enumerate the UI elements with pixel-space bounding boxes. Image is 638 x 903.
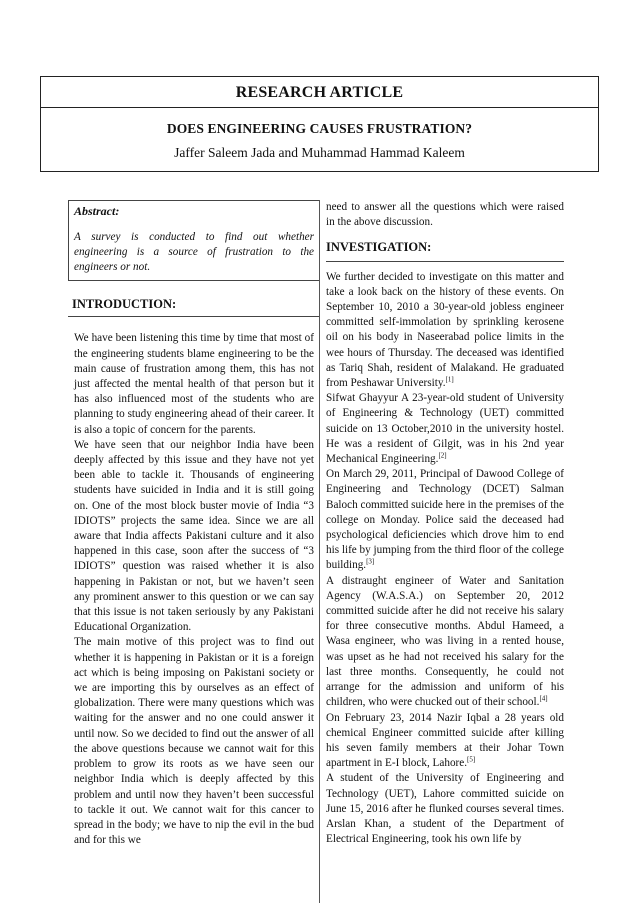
paragraph-text: Sifwat Ghayyur A 23-year-old student of University of Engineering & Technology (UET) committed suicide on 13 October,2010 in the university hostel. He was a resident of Gilgit, was in his 2nd year Mechanical Engineering.: [326, 392, 564, 466]
abstract-text: A survey is conducted to find out whether engineering is a source of frustration to the engineers or not.: [74, 231, 314, 274]
investigation-heading: INVESTIGATION:: [326, 238, 564, 261]
reference-marker: [1]: [445, 375, 454, 384]
investigation-paragraph-6: [326, 771, 564, 847]
reference-marker: [5]: [467, 755, 476, 764]
abstract-box: [68, 200, 320, 281]
investigation-paragraph-2: [326, 391, 564, 467]
paragraph-text: On February 23, 2014 Nazir Iqbal a 28 years old chemical Engineer committed suicide after killing his seven family members at their Johar Town apartment in E-I block, Lahore.: [326, 711, 564, 770]
intro-paragraph-3: The main motive of this project was to find out whether it is happening in Pakistan or it is a foreign act which is being imposing on Pakistani society or we are importing this by ourselves as an effect of globalization. There were many questions which was waiting for the answer and no one could answer it until now. So we decided to find out the answer of all the above questions because we cannot wait for this problem to grow its roots as we have seen our neighbor India which is deeply affected by this problem and until now they haven’t been successful to tackle it out. We cannot wait for this cancer to spread in the body; we have to nip the evil in the bud and for this we: [74, 636, 314, 847]
continuation-text: need to answer all the questions which were raised in the above discussion.: [326, 201, 564, 229]
intro-paragraph-1: We have been listening this time by time that most of the engineering students blame engineering to be the main cause of frustration among them, this has not just affected the mental health of that person but it has also influenced most of the students who are planning to study engineering ahead of their career. It is also a topic of concern for the parents.: [74, 332, 314, 436]
paragraph-text: We further decided to investigate on this matter and take a look back on the history of these events. On September 10, 2010 a 30-year-old jobless engineer committed self-immolation by sprinkling kerosene oil on his body in Naseerabad police limits in the wee hours of Thursday. The deceased was identified as Tariq Shah, resident of Malakand. He graduated from Peshawar University.: [326, 270, 564, 390]
paragraph-text: On March 29, 2011, Principal of Dawood College of Engineering and Technology (DCET) Salman Baloch committed suicide here in the premises of the college on Monday. Police said the deceased had psychological deficiencies which drove him to end his life by jumping from the third floor of the college building.: [326, 468, 564, 572]
article-header: [40, 76, 599, 172]
abstract-heading: Abstract:: [74, 204, 120, 218]
column-divider: [319, 200, 320, 903]
investigation-paragraph-5: [326, 711, 564, 772]
article-title: DOES ENGINEERING CAUSES FRUSTRATION?: [166, 121, 473, 136]
paragraph-text: A student of the University of Engineering and Technology (UET), Lahore committed suicide on June 15, 2016 after he flunked courses several times. Arslan Khan, a student of the Department of Electrical Engineering, took his own life by: [326, 772, 564, 846]
article-authors: Jaffer Saleem Jada and Muhammad Hammad Kaleem: [174, 145, 465, 160]
header-divider: [41, 107, 598, 108]
reference-marker: [4]: [539, 694, 548, 703]
investigation-paragraph-4: [326, 574, 564, 711]
introduction-heading: INTRODUCTION:: [68, 295, 320, 317]
reference-marker: [3]: [366, 557, 375, 566]
article-type: RESEARCH ARTICLE: [235, 84, 404, 101]
right-column: [326, 200, 564, 847]
intro-paragraph-2: We have seen that our neighbor India have been deeply affected by this issue and they have not yet been able to tackle it. Thousands of engineering students have suicided in India and it is still going on. One of the most block buster movie of India “3 IDIOTS” projects the same idea. Since we are all aware that India affects Pakistani culture and it also happened in this case, soon after the success of “3 IDIOTS” question was raised whether it is also happening in Pakistan or not, but we haven’t seen any prominent answer to this question or we can say that this issue is not taken seriously by any Pakistani Educational Organization.: [74, 438, 314, 634]
reference-marker: [2]: [438, 451, 447, 460]
paragraph-text: A distraught engineer of Water and Sanitation Agency (W.A.S.A.) on September 20, 2012 committed suicide after he did not receive his salary for three consecutive months. Abdul Hameed, a Wasa engineer, who was living in a rented house, was upset as he had not received his salary for the last three months. Consequently, he could not arrange for the admission and uniform of his children, who were chucked out of their school.: [326, 574, 564, 709]
investigation-paragraph-1: [326, 270, 564, 392]
left-column: [74, 200, 314, 848]
investigation-paragraph-3: [326, 467, 564, 573]
